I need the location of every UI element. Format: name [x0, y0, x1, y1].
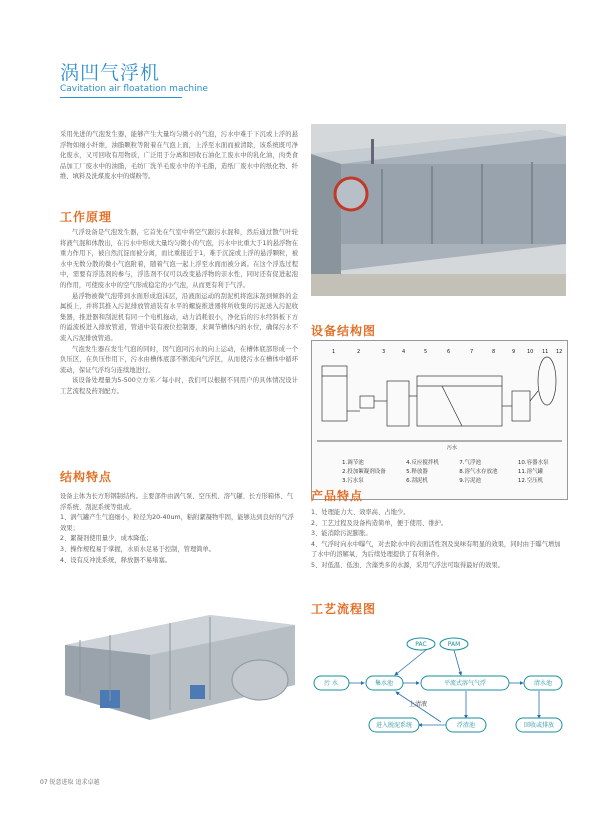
structure-item: 1、涡气罐产生气泡细小，粒径为20-40um，粘附絮凝物牢固，能够达到良好的气浮效果； [60, 514, 294, 532]
product-item: 1、处理能力大、效率高、占地少。 [311, 509, 410, 516]
svg-text:平流式溶气气浮: 平流式溶气气浮 [443, 680, 487, 687]
machine-photo-top [311, 124, 566, 296]
flow-node-dewatering [369, 718, 419, 732]
air-flotation-tank-illustration [311, 124, 566, 296]
svg-text:集水池: 集水池 [374, 680, 394, 687]
svg-text:2: 2 [357, 349, 361, 355]
legend-item: 2.投加絮凝剂设备 [342, 469, 386, 475]
svg-text:清水池: 清水池 [533, 680, 553, 687]
machine-photo-bottom [60, 605, 298, 735]
svg-text:回收或排放: 回收或排放 [523, 722, 555, 729]
structure-list [60, 492, 298, 566]
product-item: 4、气浮时向水中曝气，对去除水中的表面活性剂及臭味有明显的效果，同时由于曝气增加了水中的溶解氧，为后续处理提供了有利条件。 [311, 540, 561, 559]
flow-node-pam [440, 638, 468, 650]
svg-text:5: 5 [424, 349, 428, 355]
principle-paragraph-4: 该设备处理量为5-500立方米／每小时，我们可以根据不同用户的具体情况设计工艺流程及药剂配方。 [60, 377, 298, 395]
legend-item: 9.污泥池 [459, 478, 481, 484]
svg-text:污 水: 污 水 [324, 680, 338, 687]
svg-text:6: 6 [447, 349, 451, 355]
svg-text:1: 1 [332, 349, 336, 355]
product-item: 3、能消除污泥膨胀。 [311, 530, 372, 538]
flowchart-svg [311, 630, 566, 740]
legend-item: 12.空压机 [517, 478, 544, 484]
intro-paragraph: 采用先进的气泡发生器，能够产生大量均匀微小的气泡，污水中难于下沉或上浮的悬浮物如细小纤维，油脂颗粒等附着在气泡上面，上浮至水面而被清除，该系统既可净化废水，又可回收有用物质，广泛用于分离和回收石油化工废水中的乳化油，肉类食品加工厂废水中的油脂，毛纺厂洗羊毛废水中的羊毛脂，造纸厂废水中的纸化物、纤维、填料及洗煤废水中的煤粉等。 [60, 131, 298, 181]
product-item: 2、工艺过程及设备构造简单，便于使用、维护。 [311, 519, 448, 527]
structure-heading: 结构特点 [60, 470, 113, 484]
flotation-unit-illustration [60, 605, 298, 735]
diagram-heading: 设备结构图 [311, 324, 377, 338]
edge-label: 上清液 [409, 701, 428, 708]
principle-paragraph-2: 悬浮物被微气泡带到水面形成泡沫层，沿液面运动的刮泥机将泡沫刮到倾斜的金属板上，并将其推入污泥排放管道装有水平的螺旋推进器将所收集的污泥送入污泥收集器，推进器和刮泥机有同一个电机拖动，动力消耗很小，净化后的污水经斜板下方的溢流板进入排放管道，管道中装有液位控制器，来调节槽体内的水位，确保污水不流入污泥排放管道。 [60, 292, 298, 342]
svg-text:9: 9 [512, 349, 516, 355]
title-underline [60, 97, 182, 98]
principle-paragraph-3: 气泡发生器在发生气泡的同时，因气泡同污水的向上运动，在槽体底部形成一个负压区，在负压作用下，污水由槽体底部不断流向气浮区，从而使污水在槽体中循环流动，保证气浮均匀连续地进行。 [60, 345, 298, 374]
process-heading: 工艺流程图 [311, 602, 377, 616]
structure-item: 3、操作规程易于掌握，水质水足易于控制，管理简单。 [60, 545, 216, 553]
svg-text:7: 7 [470, 349, 474, 355]
svg-text:11: 11 [542, 349, 549, 355]
legend-item: 8.溶气水存放池 [459, 469, 498, 475]
legend-item: 6.刮泥机 [406, 478, 428, 484]
legend-item: 5.释放器 [406, 469, 428, 475]
flow-node-reuse [516, 718, 562, 732]
svg-text:8: 8 [492, 349, 496, 355]
inlet-label: 污水 [447, 445, 458, 451]
legend-item: 7.气浮池 [459, 460, 481, 466]
flow-node-flotation [421, 676, 509, 690]
svg-text:PAM: PAM [447, 641, 461, 648]
diagram-legend [312, 455, 567, 486]
legend-item: 3.污水泵 [342, 478, 364, 484]
principle-heading: 工作原理 [60, 210, 113, 224]
legend-item: 11.溶气罐 [517, 469, 544, 475]
svg-text:进入脱泥系统: 进入脱泥系统 [375, 722, 413, 729]
principle-paragraph-1: 气浮设备是气泡发生器，它首先在气室中将空气跟污水混和，然后通过散气叶轮将液气混和体散出，在污水中形成大量均匀微小的气泡，污水中比重大于1的悬浮物在重力作用下，被自然沉淀而被分离，而比重接近于1，难于沉淀或上浮的悬浮颗粒，被水中无数分散的微小气泡附着，随着气泡一起上浮至水面而被分离。在这个浮选过程中，需要有浮选剂的参与，浮选剂不仅可以改变悬浮物的亲水性，同时还有促进起泡的作用，可使废水中的空气形成稳定的小气泡，从而更有利于气浮。 [60, 229, 298, 289]
page-subtitle: Cavitation air floatation machine [60, 84, 208, 94]
flow-node-clean-water [524, 676, 562, 690]
process-schematic [312, 341, 567, 451]
page-footer: 07 锐意进取 追求卓越 [40, 779, 100, 786]
structure-diagram [311, 340, 568, 500]
legend-item: 10.容器水泵 [517, 460, 549, 466]
flow-node-regulating-tank [366, 676, 403, 690]
structure-lead: 设备主体为长方形钢制结构。主要部件由涡气泵、空压机、溶气罐、长方形箱体、气浮系统、刮泥系统等组成。 [60, 493, 293, 511]
legend-item: 1.调节池 [342, 460, 364, 466]
flow-node-raw-water [314, 676, 349, 690]
product-heading: 产品特点 [311, 489, 364, 503]
svg-text:3: 3 [382, 349, 386, 355]
svg-text:PAC: PAC [415, 641, 427, 648]
product-list [311, 508, 566, 572]
structure-item: 2、絮凝剂使用量少，成本降低； [60, 535, 153, 543]
principle-body [60, 228, 298, 398]
structure-item: 4、设有反冲洗系统，释放器不易堵塞。 [60, 556, 172, 564]
flow-node-pac [407, 638, 435, 650]
product-item: 5、对低温、低浊、含藻类多的水源，采用气浮法可取得最好的效果。 [311, 561, 504, 569]
page-title: 涡凹气浮机 [60, 62, 161, 84]
process-flowchart [311, 630, 566, 740]
flow-node-scum-tank [446, 718, 486, 732]
svg-text:10: 10 [527, 349, 534, 355]
legend-item: 4.反应搅拌机 [406, 460, 439, 466]
svg-text:12: 12 [556, 349, 563, 355]
svg-text:浮渣池: 浮渣池 [456, 722, 476, 729]
svg-text:4: 4 [402, 349, 406, 355]
